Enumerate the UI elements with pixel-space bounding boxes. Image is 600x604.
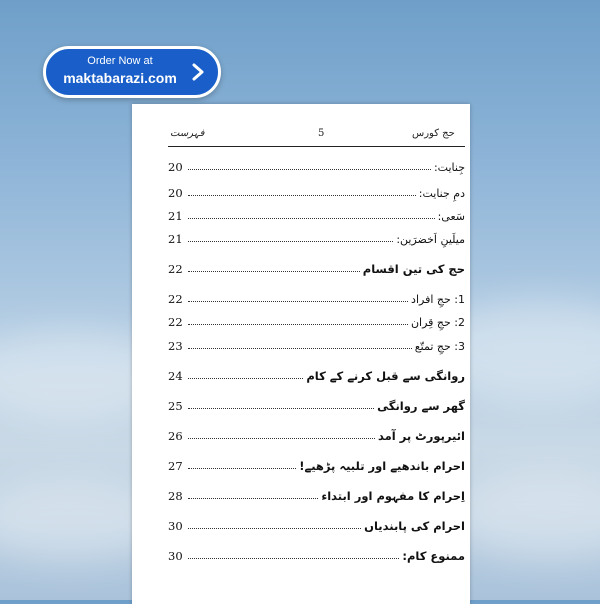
running-head-left: فہرست xyxy=(170,128,205,139)
toc-entry[interactable] xyxy=(168,455,465,473)
toc-page-number: 22 xyxy=(168,292,183,306)
running-head-right: حج کورس xyxy=(412,128,455,139)
dot-leader xyxy=(188,378,303,379)
dot-leader xyxy=(188,195,416,196)
toc-page-number: 23 xyxy=(168,339,183,353)
toc-page-number: 20 xyxy=(168,160,183,174)
toc-page-number: 21 xyxy=(168,232,183,246)
dot-leader xyxy=(188,241,393,242)
toc-title: 2: حجِ قِران xyxy=(410,316,465,329)
dot-leader xyxy=(188,301,408,302)
toc-title: جِنایت: xyxy=(433,161,465,174)
toc-page-number: 21 xyxy=(168,209,183,223)
toc-entry[interactable] xyxy=(168,182,465,200)
dot-leader xyxy=(188,528,361,529)
toc-entry[interactable] xyxy=(168,515,465,533)
toc-entry[interactable] xyxy=(168,485,465,503)
toc-title: ائیرپورٹ پر آمد xyxy=(378,429,465,443)
toc-page-number: 30 xyxy=(168,519,183,533)
toc-entry[interactable] xyxy=(168,205,465,223)
toc-entry[interactable] xyxy=(168,156,465,174)
toc-title: ممنوع کام: xyxy=(402,549,465,563)
dot-leader xyxy=(188,324,408,325)
toc-title: میلَینِ اَخضرَین: xyxy=(396,233,465,246)
toc-title: 3: حجِ تمتّع xyxy=(414,340,465,353)
dot-leader xyxy=(188,348,412,349)
chevron-right-icon xyxy=(190,63,206,81)
dot-leader xyxy=(188,558,399,559)
toc-title: سَعی: xyxy=(437,210,465,223)
toc-entry[interactable] xyxy=(168,545,465,563)
dot-leader xyxy=(188,169,431,170)
toc-title: احرام باندھیے اور تلبیہ پڑھیے! xyxy=(299,459,465,473)
store-url-label: maktabarazi.com xyxy=(63,70,177,86)
order-now-label: Order Now at xyxy=(87,55,153,67)
running-head xyxy=(0,128,600,144)
dot-leader xyxy=(188,438,375,439)
toc-page-number: 26 xyxy=(168,429,183,443)
toc-entry[interactable] xyxy=(168,288,465,306)
toc-entry[interactable] xyxy=(168,258,465,276)
dot-leader xyxy=(188,498,318,499)
order-now-button[interactable] xyxy=(43,46,221,98)
toc-title: اِحرام کا مفہوم اور ابتداء xyxy=(321,489,465,503)
toc-title: 1: حجِ افراد xyxy=(411,293,465,306)
toc-page-number: 25 xyxy=(168,399,183,413)
toc-page-number: 20 xyxy=(168,186,183,200)
toc-title: حج کی تین اقسام xyxy=(362,262,465,276)
toc-title: روانگی سے قبل کرنے کے کام xyxy=(306,369,465,383)
toc-page-number: 28 xyxy=(168,489,183,503)
toc-title: احرام کی پابندیاں xyxy=(364,519,465,533)
toc-entry[interactable] xyxy=(168,425,465,443)
dot-leader xyxy=(188,218,435,219)
page-number: 5 xyxy=(318,128,325,139)
dot-leader xyxy=(188,408,374,409)
dot-leader xyxy=(188,271,360,272)
toc-entry[interactable] xyxy=(168,228,465,246)
toc-page-number: 24 xyxy=(168,369,183,383)
dot-leader xyxy=(188,468,296,469)
toc-page-number: 22 xyxy=(168,262,183,276)
toc-page-number: 22 xyxy=(168,315,183,329)
toc-entry[interactable] xyxy=(168,365,465,383)
toc-title: گھر سے روانگی xyxy=(377,399,465,413)
toc-entry[interactable] xyxy=(168,395,465,413)
background-cloud xyxy=(450,470,600,560)
toc-page-number: 30 xyxy=(168,549,183,563)
toc-entry[interactable] xyxy=(168,335,465,353)
toc-page-number: 27 xyxy=(168,459,183,473)
toc-entry[interactable] xyxy=(168,311,465,329)
header-rule xyxy=(168,146,465,147)
toc-title: دمِ جنایت: xyxy=(418,187,465,200)
